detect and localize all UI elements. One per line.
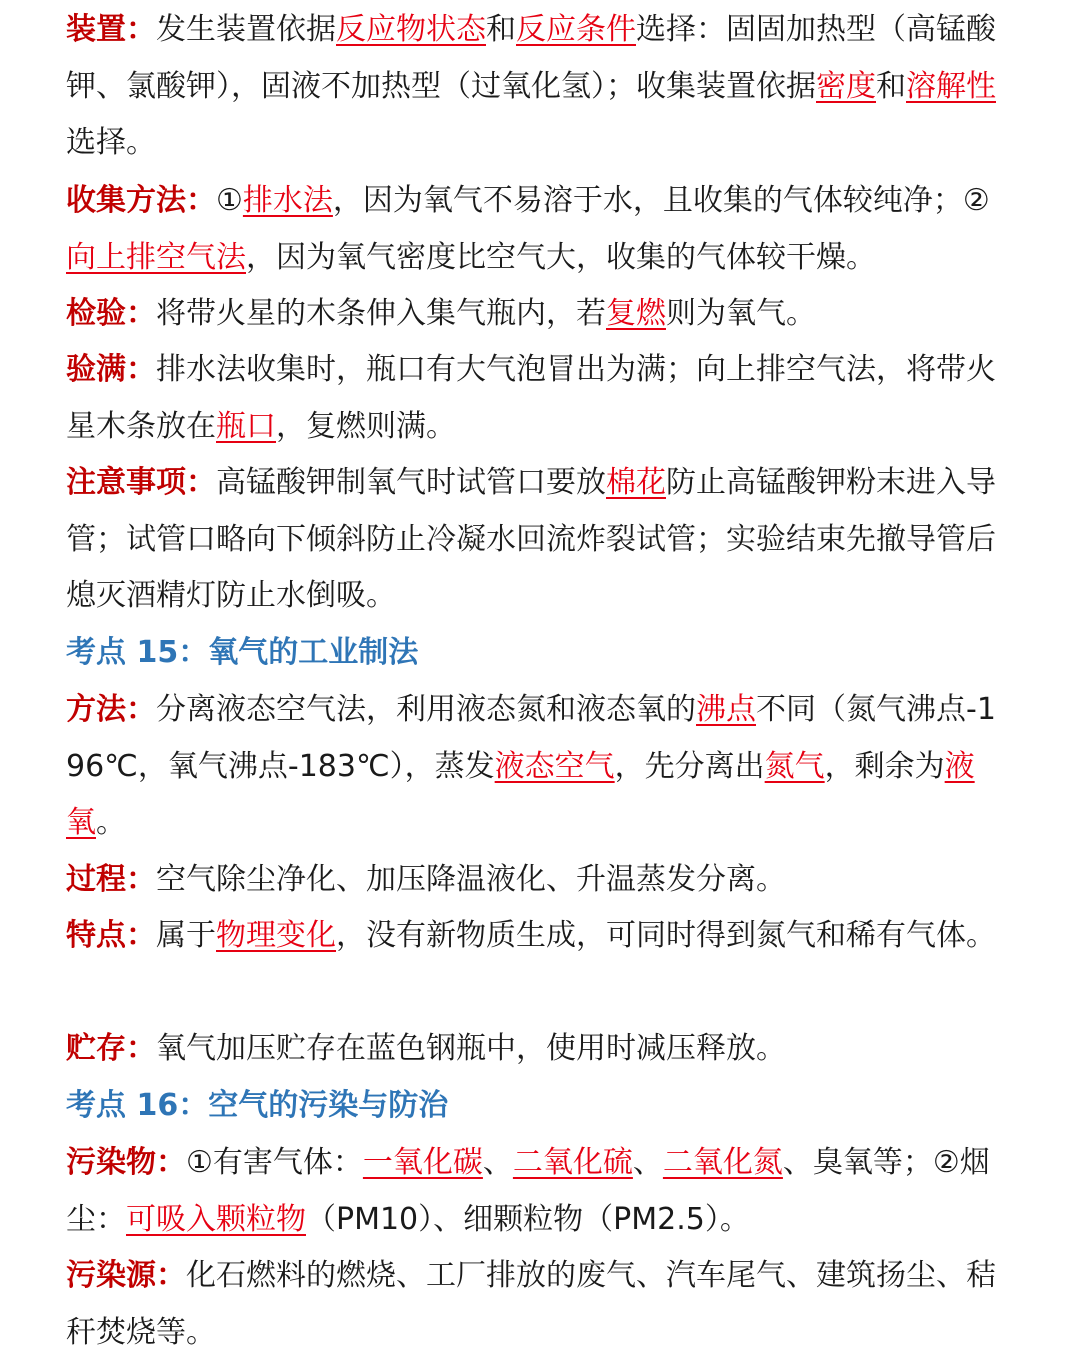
keyword-highlight: 二氧化硫 (512, 1145, 633, 1180)
body-text: 和 (876, 68, 906, 104)
body-text: ① (216, 183, 243, 218)
section-heading-text: 考点 16：空气的污染与防治 (66, 1088, 449, 1123)
paragraph-label: 注意事项： (66, 465, 216, 500)
paragraph-label: 污染源： (66, 1258, 186, 1293)
body-text: ①有害气体： (186, 1145, 363, 1180)
paragraph-label: 方法： (66, 692, 156, 727)
keyword-highlight: 密度 (816, 68, 876, 104)
body-text: 分离液态空气法，利用液态氮和液态氧的 (156, 692, 696, 727)
paragraph-precautions (66, 455, 1014, 625)
paragraph-collection-method (66, 173, 1014, 286)
keyword-highlight: 棉花 (606, 465, 666, 500)
body-text: 。 (96, 805, 126, 840)
body-text: 发生装置依据 (156, 12, 336, 47)
body-text: ，剩余为 (824, 748, 945, 784)
heading-point-16 (66, 1078, 1014, 1135)
body-text: ，复燃则满。 (276, 408, 456, 444)
keyword-highlight: 溶解性 (906, 68, 996, 104)
body-text: 、 (482, 1145, 513, 1180)
paragraph-label: 装置： (66, 12, 156, 47)
keyword-highlight: 二氧化氮 (662, 1145, 783, 1180)
keyword-highlight: 瓶口 (216, 408, 276, 444)
body-text: 氧气加压贮存在蓝色钢瓶中，使用时减压释放。 (156, 1031, 786, 1066)
body-text: 属于 (156, 918, 216, 953)
paragraph-test (66, 286, 1014, 343)
body-text: 和 (486, 12, 516, 47)
body-text: ，没有新物质生成，可同时得到氮气和稀有气体。 (336, 918, 996, 953)
body-text: 、臭氧等；②烟尘： (66, 1145, 990, 1237)
paragraph-method (66, 682, 1014, 852)
keyword-highlight: 向上排空气法 (66, 239, 246, 275)
paragraph-label: 验满： (66, 352, 156, 387)
paragraph-label: 收集方法： (66, 183, 216, 218)
paragraph-label: 贮存： (66, 1031, 156, 1066)
keyword-highlight: 液态空气 (494, 748, 615, 784)
body-text: ，先分离出 (614, 748, 765, 784)
paragraph-pollution-sources (66, 1248, 1014, 1361)
keyword-highlight: 液氧 (66, 748, 975, 840)
keyword-highlight: 反应条件 (516, 12, 636, 47)
body-text: 化石燃料的燃烧、工厂排放的废气、汽车尾气、建筑扬尘、秸秆焚烧等。 (66, 1258, 996, 1350)
body-text: 防止高锰酸钾粉末进入导管；试管口略向下倾斜防止冷凝水回流炸裂试管；实验结束先撤导管后熄灭酒精灯防止水倒吸。 (66, 465, 996, 613)
body-text: 不同（氮气沸点-196℃，氧气沸点-183℃），蒸发 (66, 692, 996, 784)
heading-point-15 (66, 625, 1014, 682)
body-text: 选择：固固加热型（高锰酸钾、氯酸钾），固液不加热型（过氧化氢）；收集装置依据 (66, 12, 996, 104)
keyword-highlight: 可吸入颗粒物 (126, 1201, 306, 1237)
section-heading-text: 考点 15：氧气的工业制法 (66, 635, 419, 670)
paragraph-pollutants (66, 1135, 1014, 1248)
keyword-highlight: 复燃 (606, 296, 666, 331)
body-text: 则为氧气。 (666, 296, 816, 331)
paragraph-label: 特点： (66, 918, 156, 953)
body-text: 将带火星的木条伸入集气瓶内，若 (156, 296, 606, 331)
keyword-highlight: 物理变化 (216, 918, 336, 953)
body-text: 排水法收集时，瓶口有大气泡冒出为满；向上排空气法，将带火星木条放在 (66, 352, 996, 444)
keyword-highlight: 一氧化碳 (362, 1145, 483, 1180)
body-text: ，因为氧气不易溶于水，且收集的气体较纯净；② (332, 183, 990, 218)
paragraph-apparatus (66, 2, 1014, 172)
paragraph-full-check (66, 342, 1014, 455)
keyword-highlight: 氮气 (764, 748, 825, 784)
paragraph-characteristics (66, 908, 1014, 965)
paragraph-storage (66, 1021, 1014, 1078)
body-text: ，因为氧气密度比空气大，收集的气体较干燥。 (246, 239, 876, 275)
paragraph-label: 污染物： (66, 1145, 186, 1180)
body-text: 空气除尘净化、加压降温液化、升温蒸发分离。 (156, 862, 786, 897)
body-text: 高锰酸钾制氧气时试管口要放 (216, 465, 606, 500)
keyword-highlight: 反应物状态 (336, 12, 486, 47)
paragraph-process (66, 852, 1014, 909)
paragraph-label: 过程： (66, 862, 156, 897)
keyword-highlight: 沸点 (696, 692, 756, 727)
paragraph-label: 检验： (66, 296, 156, 331)
body-text: 、 (632, 1145, 663, 1180)
body-text: （PM10）、细颗粒物（PM2.5）。 (306, 1201, 750, 1237)
body-text: 选择。 (66, 125, 156, 160)
keyword-highlight: 排水法 (242, 183, 333, 218)
